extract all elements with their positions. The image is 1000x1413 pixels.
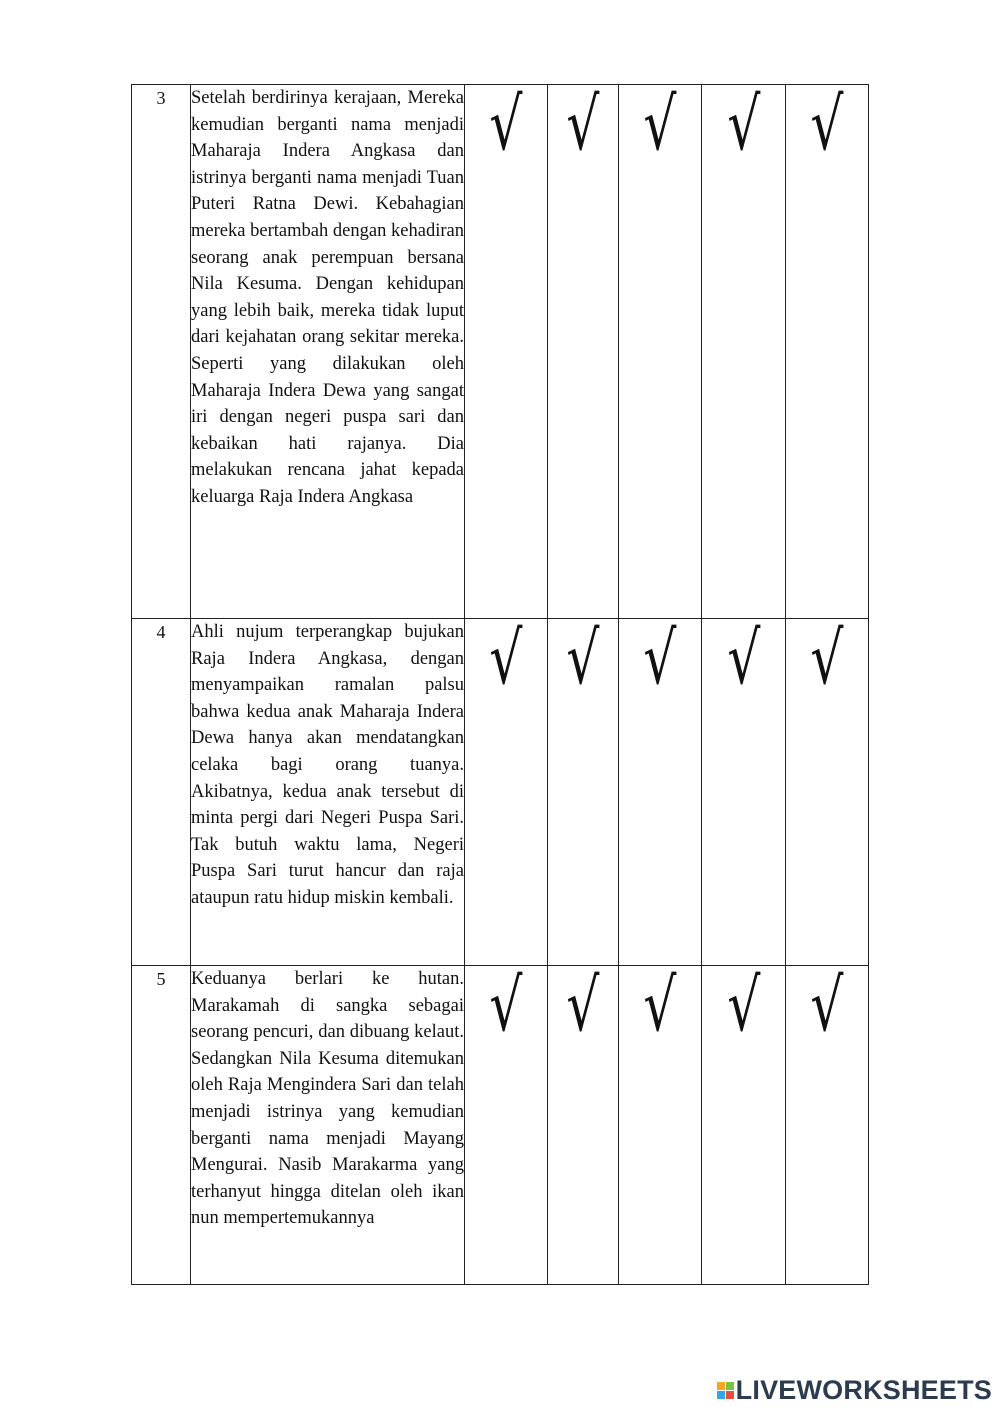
- check-mark-icon: √: [726, 963, 761, 1047]
- table-row: [132, 619, 869, 966]
- logo-square: [717, 1391, 725, 1399]
- brand-name: LIVEWORKSHEETS: [735, 1374, 992, 1405]
- check-mark-icon: √: [726, 616, 761, 700]
- check-mark-icon: √: [726, 82, 761, 166]
- row-text: Ahli nujum terperangkap bujukan Raja Indera Angkasa, dengan menyampaikan ramalan palsu bahwa kedua anak Maharaja Indera Dewa hanya akan mendatangkan celaka bagi orang tuanya. Akibatnya, kedua anak tersebut di minta pergi dari Negeri Puspa Sari. Tak butuh waktu lama, Negeri Puspa Sari turut hancur dan raja ataupun ratu hidup miskin kembali.: [191, 619, 465, 966]
- logo-square: [717, 1382, 725, 1390]
- story-checklist-table: [131, 84, 869, 1285]
- check-mark-icon: √: [643, 963, 677, 1047]
- check-mark-icon: √: [643, 82, 677, 166]
- liveworksheets-logo[interactable]: [717, 1375, 992, 1405]
- check-mark-icon: √: [810, 82, 844, 166]
- table-row: [132, 966, 869, 1285]
- row-number: 4: [132, 619, 191, 966]
- check-mark-icon: √: [566, 963, 600, 1047]
- check-mark-icon: √: [489, 82, 523, 166]
- check-mark-icon: √: [810, 616, 844, 700]
- check-mark-icon: √: [643, 616, 677, 700]
- logo-square: [726, 1382, 734, 1390]
- check-mark-icon: √: [566, 616, 600, 700]
- table-row: [132, 85, 869, 619]
- row-number: 3: [132, 85, 191, 619]
- row-text: Setelah berdirinya kerajaan, Mereka kemudian berganti nama menjadi Maharaja Indera Angkasa dan istrinya berganti nama menjadi Tuan Puteri Ratna Dewi. Kebahagian mereka bertambah dengan kehadiran seorang anak perempuan bersana Nila Kesuma. Dengan kehidupan yang lebih baik, mereka tidak luput dari kejahatan orang sekitar mereka. Seperti yang dilakukan oleh Maharaja Indera Dewa yang sangat iri dengan negeri puspa sari dan kebaikan hati rajanya. Dia melakukan rencana jahat kepada keluarga Raja Indera Angkasa: [191, 85, 465, 619]
- row-text: Keduanya berlari ke hutan. Marakamah di sangka sebagai seorang pencuri, dan dibuang kelaut. Sedangkan Nila Kesuma ditemukan oleh Raja Mengindera Sari dan telah menjadi istrinya yang kemudian berganti nama menjadi Mayang Mengurai. Nasib Marakarma yang terhanyut hingga ditelan oleh ikan nun mempertemukannya: [191, 966, 465, 1285]
- logo-icon: [717, 1382, 734, 1399]
- check-mark-icon: √: [566, 82, 600, 166]
- check-mark-icon: √: [810, 963, 844, 1047]
- row-number: 5: [132, 966, 191, 1285]
- check-mark-icon: √: [489, 963, 523, 1047]
- logo-square: [726, 1391, 734, 1399]
- check-mark-icon: √: [489, 616, 523, 700]
